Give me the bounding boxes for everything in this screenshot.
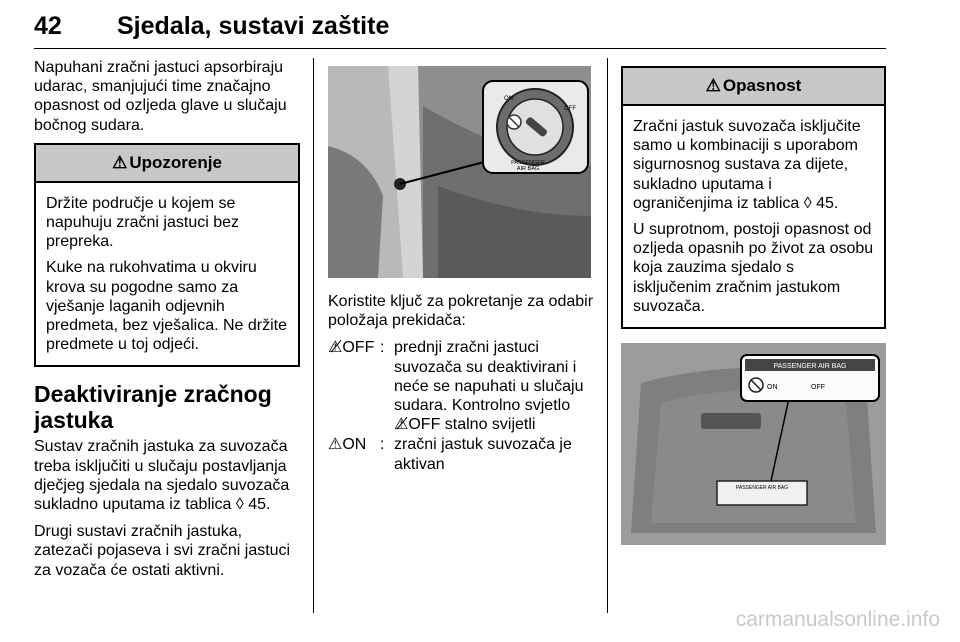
switch-label-1: PASSENGER [511,160,545,166]
door-photo-illustration [328,66,591,278]
term-colon: : [380,436,385,454]
switch-on-label: ON [504,96,513,102]
warning-header [36,145,298,183]
switch-off-label: OFF [564,106,576,112]
panel-title: PASSENGER AIR BAG [773,363,847,371]
column-divider [313,58,314,613]
column-right [621,58,886,545]
airbag-off-icon: ⚠̸ [394,416,409,434]
door-switch-photo [328,66,591,278]
page-header [34,8,886,49]
roof-console-illustration [621,343,886,545]
warning-box [34,143,300,368]
section-heading: Deaktiviranje zračnog jastuka [34,381,272,434]
term-on: ON [342,436,367,454]
description-off: prednji zračni jastuci suvozača su deaktivirani i neće se napuhati u slučaju sudara. Kontrolno svjetlo [394,339,584,415]
warning-triangle-icon: ⚠ [112,152,128,172]
danger-header [623,68,884,106]
column-left [34,58,300,588]
definition-off [328,338,596,434]
airbag-off-icon: ⚠̸ [328,339,343,357]
definition-on [328,435,596,473]
body-paragraph: Sustav zračnih jastuka za suvozača treba isključiti u slučaju postavljanja dječjeg sjedala na sjedalo suvozača sukladno uputama iz tablica ◊ 45. [34,438,290,514]
small-panel-title: PASSENGER AIR BAG [735,485,789,492]
warning-triangle-icon: ⚠ [705,76,721,95]
danger-paragraph: Zračni jastuk suvozača isključite samo u kombinaciji s uporabom sigurnosnog sustava za dijete, sukladno uputama i ograničenjima iz tablica ◊ 45. [633,118,861,212]
intro-paragraph: Napuhani zračni jastuci apsorbiraju udarac, smanjujući time značajno opasnost od ozljeda glave u slučaju bočnog sudara. [34,59,287,134]
page-title: Sjedala, sustavi zaštite [117,12,390,40]
switch-label-2: AIR BAG [516,166,540,172]
caption-paragraph: Koristite ključ za pokretanje za odabir položaja prekidača: [328,293,594,330]
description-on: zračni jastuk suvozača je aktivan [394,436,572,473]
watermark: carmanualsonline.info [735,608,940,631]
column-divider [607,58,608,613]
term-colon: : [380,339,385,357]
column-middle [328,58,596,475]
panel-off-label: OFF [811,384,825,392]
page-number: 42 [34,12,62,40]
roof-console-photo [621,343,886,545]
danger-title: Opasnost [722,76,802,95]
body-paragraph: Drugi sustavi zračnih jastuka, zatezači pojaseva i svi zračni jastuci za vozača će ostati aktivni. [34,523,291,579]
warning-paragraph: Držite područje u kojem se napuhuju zračni jastuci bez prepreka. [46,194,240,251]
warning-title: Upozorenje [129,152,222,172]
description-off-2: OFF stalno svijetli [408,416,536,434]
danger-box [621,66,886,329]
danger-paragraph: U suprotnom, postoji opasnost od ozljeda opasnih po život za osobu koja zauzima sjedalo s isključenim zračnim jastukom suvozača. [633,221,874,315]
warning-paragraph: Kuke na rukohvatima u okviru krova su pogodne samo za vješanje laganih odjevnih predmeta, bez vješalica. Ne držite predmete u toj odjeći. [46,259,287,354]
term-off: OFF [342,339,375,357]
panel-on-label: ON [767,384,778,392]
airbag-on-icon: ⚠ [328,436,343,454]
